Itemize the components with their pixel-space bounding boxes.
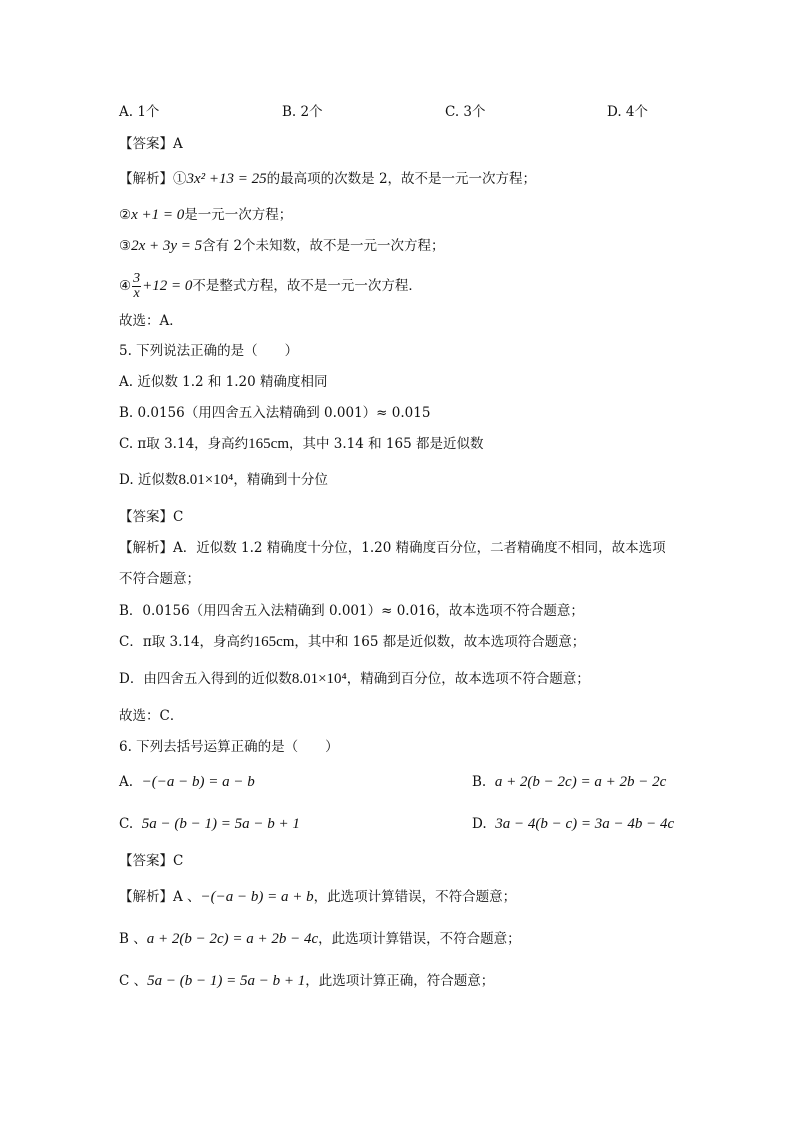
- option-label: D.: [472, 816, 487, 832]
- q5-analysis-line-1: 【解析】A．近似数 1.2 精确度十分位，1.20 精确度百分位，二者精确度不相同，故本选项: [119, 540, 666, 556]
- q5-question: 5. 下列说法正确的是（ ）: [119, 343, 299, 359]
- q6-question: 6. 下列去括号运算正确的是（ ）: [119, 739, 339, 755]
- q4-option-b: B. 2个: [282, 104, 323, 120]
- option-label: B.: [472, 774, 487, 790]
- option-text: D. 近似数: [119, 472, 179, 488]
- q4-option-d: D. 4个: [607, 104, 649, 120]
- q6-option-b: [472, 772, 666, 792]
- q5-option-a: A. 近似数 1.2 和 1.20 精确度相同: [119, 374, 328, 390]
- expression: 8.01×10⁴: [178, 472, 234, 488]
- analysis-text: ，此选项计算错误，不符合题意；: [313, 889, 517, 905]
- q5-analysis-line-3: B．0.0156（用四舍五入法精确到 0.001）≈ 0.016，故本选项不符合题意；: [119, 603, 584, 619]
- expression: 3a − 4(b − c) = 3a − 4b − 4c: [495, 816, 675, 832]
- q6-answer: 【答案】C: [119, 853, 184, 869]
- q5-analysis-line-2: 不符合题意；: [119, 571, 200, 587]
- option-label: C.: [119, 816, 134, 832]
- analysis-text: C 、: [119, 973, 148, 989]
- q5-answer: 【答案】C: [119, 509, 184, 525]
- analysis-text: D．由四舍五入得到的近似数: [119, 671, 292, 687]
- equation: +12 = 0: [142, 278, 193, 294]
- expression: a + 2(b − 2c) = a + 2b − 4c: [146, 931, 319, 947]
- q4-analysis-line-2: [119, 205, 292, 225]
- q4-option-c: C. 3个: [445, 104, 486, 120]
- q5-option-c: [119, 434, 483, 454]
- q5-analysis-line-5: [119, 669, 590, 689]
- q4-answer: 【答案】A: [119, 136, 183, 152]
- option-text: ，精确到十分位: [233, 472, 328, 488]
- expression: 5a − (b − 1) = 5a − b + 1: [147, 973, 306, 989]
- option-text: C. π取 3.14，身高约: [119, 436, 249, 452]
- q6-option-a: [119, 772, 255, 792]
- analysis-prefix: ③: [119, 238, 132, 254]
- analysis-text: ，此选项计算正确，符合题意；: [305, 973, 495, 989]
- equation: 3x² +13 = 25: [186, 171, 267, 187]
- q6-analysis-line-2: [119, 929, 521, 949]
- analysis-prefix: 【解析】①: [119, 171, 187, 187]
- q6-option-c: [119, 814, 300, 834]
- q4-conclusion: 故选：A．: [119, 313, 183, 329]
- expression: 8.01×10⁴: [291, 671, 347, 687]
- analysis-text: ，其中和 165 都是近似数，故本选项符合题意；: [294, 634, 586, 650]
- option-text: ，其中 3.14 和 165 都是近似数: [288, 436, 484, 452]
- analysis-text: B 、: [119, 931, 147, 947]
- equation: x +1 = 0: [131, 207, 185, 223]
- analysis-text: 不是整式方程，故不是一元一次方程．: [192, 278, 422, 294]
- analysis-text: C．π取 3.14，身高约: [119, 634, 254, 650]
- q5-analysis-line-4: [119, 632, 585, 652]
- q6-option-d: [472, 814, 674, 834]
- analysis-text: ，此选项计算错误，不符合题意；: [318, 931, 521, 947]
- expression: −(−a − b) = a − b: [141, 774, 255, 790]
- expression: 165cm: [248, 436, 289, 452]
- analysis-prefix: ②: [119, 207, 132, 223]
- q5-conclusion: 故选：C．: [119, 708, 184, 724]
- analysis-text: 【解析】A 、: [119, 889, 201, 905]
- q6-analysis-line-3: [119, 971, 494, 991]
- analysis-text: 是一元一次方程；: [184, 207, 293, 223]
- equation: 2x + 3y = 5: [131, 238, 203, 254]
- q4-option-a: A. 1个: [119, 104, 160, 120]
- fraction-numerator: 3: [133, 271, 141, 286]
- analysis-text: 含有 2个未知数，故不是一元一次方程；: [202, 238, 445, 254]
- option-label: A.: [119, 774, 134, 790]
- q4-analysis-line-3: [119, 236, 445, 256]
- analysis-text: ，精确到百分位，故本选项不符合题意；: [346, 671, 590, 687]
- expression: 5a − (b − 1) = 5a − b + 1: [141, 816, 300, 832]
- analysis-text: 的最高项的次数是 2，故不是一元一次方程；: [266, 171, 537, 187]
- analysis-prefix: ④: [119, 278, 132, 294]
- fraction: [132, 272, 141, 301]
- expression: 165cm: [253, 634, 295, 650]
- expression: a + 2(b − 2c) = a + 2b − 2c: [494, 774, 667, 790]
- q5-option-d: [119, 470, 328, 490]
- expression: −(−a − b) = a + b: [200, 889, 314, 905]
- q4-analysis-line-4: [119, 272, 422, 301]
- q4-analysis-line-1: [119, 169, 536, 189]
- fraction-denominator: x: [133, 286, 140, 301]
- q5-option-b: B. 0.0156（用四舍五入法精确到 0.001）≈ 0.015: [119, 405, 431, 421]
- q6-analysis-line-1: [119, 887, 516, 907]
